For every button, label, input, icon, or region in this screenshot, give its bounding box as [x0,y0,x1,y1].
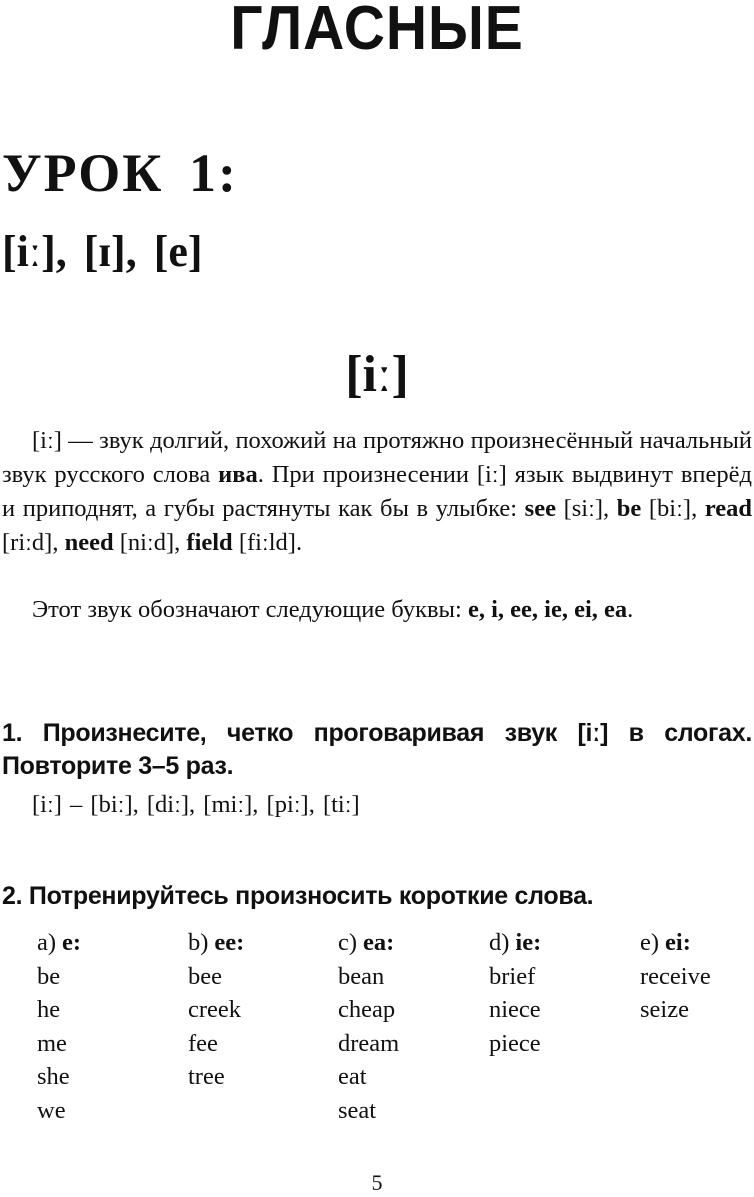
word-column-c [338,926,488,1127]
list-item: receive [640,962,711,990]
column-header: d) ie: [489,929,542,956]
word-column-e [640,926,754,1027]
transcription: [fiːld]. [232,529,303,556]
list-item: bean [338,962,385,990]
list-item: cheap [338,996,396,1023]
description-paragraph [2,424,752,560]
list-item: eat [338,1063,367,1090]
exercise-1-syllables: [iː] – [biː], [diː], [miː], [piː], [tiː] [32,791,360,818]
list-item: piece [489,1029,541,1057]
list-item: seat [338,1096,377,1124]
list-item: brief [489,962,536,990]
sound-heading: [iː] [345,346,409,403]
list-item: we [37,1096,66,1124]
transcription: [riːd], [2,529,65,556]
transcription: [biː], [641,495,705,522]
transcription: [niːd], [113,529,187,556]
example-word: read [704,495,753,522]
bold-word: ива [218,461,258,488]
list-item: bee [188,962,222,990]
list-item: seize [640,996,689,1023]
transcription: [siː], [555,495,617,522]
exercise-1-title: 1. Произнесите, четко проговаривая звук [iː] в слогах. Повторите 3–5 раз. [2,719,752,780]
list-item: be [37,962,61,990]
text-run: . [627,596,634,623]
list-item: he [37,996,61,1023]
chapter-title: ГЛАСНЫЕ [230,0,524,63]
word-column-a [37,926,187,1127]
list-item: she [37,1063,70,1090]
list-item: creek [188,996,242,1023]
column-header: a) e: [37,929,82,956]
example-word: be [616,495,642,522]
example-word: field [186,529,233,556]
text-run: Этот звук обозначают следующие буквы: [32,596,468,623]
column-header: b) ee: [188,929,245,956]
list-item: dream [338,1029,400,1057]
column-header: c) ea: [338,929,395,956]
lesson-title: УРОК 1: [2,143,238,203]
list-item: fee [188,1029,218,1057]
lesson-sounds: [iː], [ɪ], [e] [2,227,203,276]
list-item: niece [489,996,541,1023]
example-word: need [64,529,114,556]
list-item: tree [188,1063,225,1090]
exercise-2-title: 2. Потренируйтесь произносить короткие слова. [2,882,594,910]
letter-list: e, i, ee, ie, ei, ea [467,596,628,623]
list-item: me [37,1029,67,1057]
page-number: 5 [371,1170,383,1195]
letters-paragraph [2,593,752,627]
word-column-b [188,926,338,1094]
text-run: . При произнесении [iː] язык выдвинут вперёд и приподнят, а губы растянуты как бы в улыбке: [2,461,752,522]
text-run: [iː] — звук долгий, похожий на протяжно произнесённый начальный звук русского слова [2,427,752,488]
column-header: e) ei: [640,929,691,956]
example-word: see [524,495,556,522]
word-column-d [489,926,639,1060]
